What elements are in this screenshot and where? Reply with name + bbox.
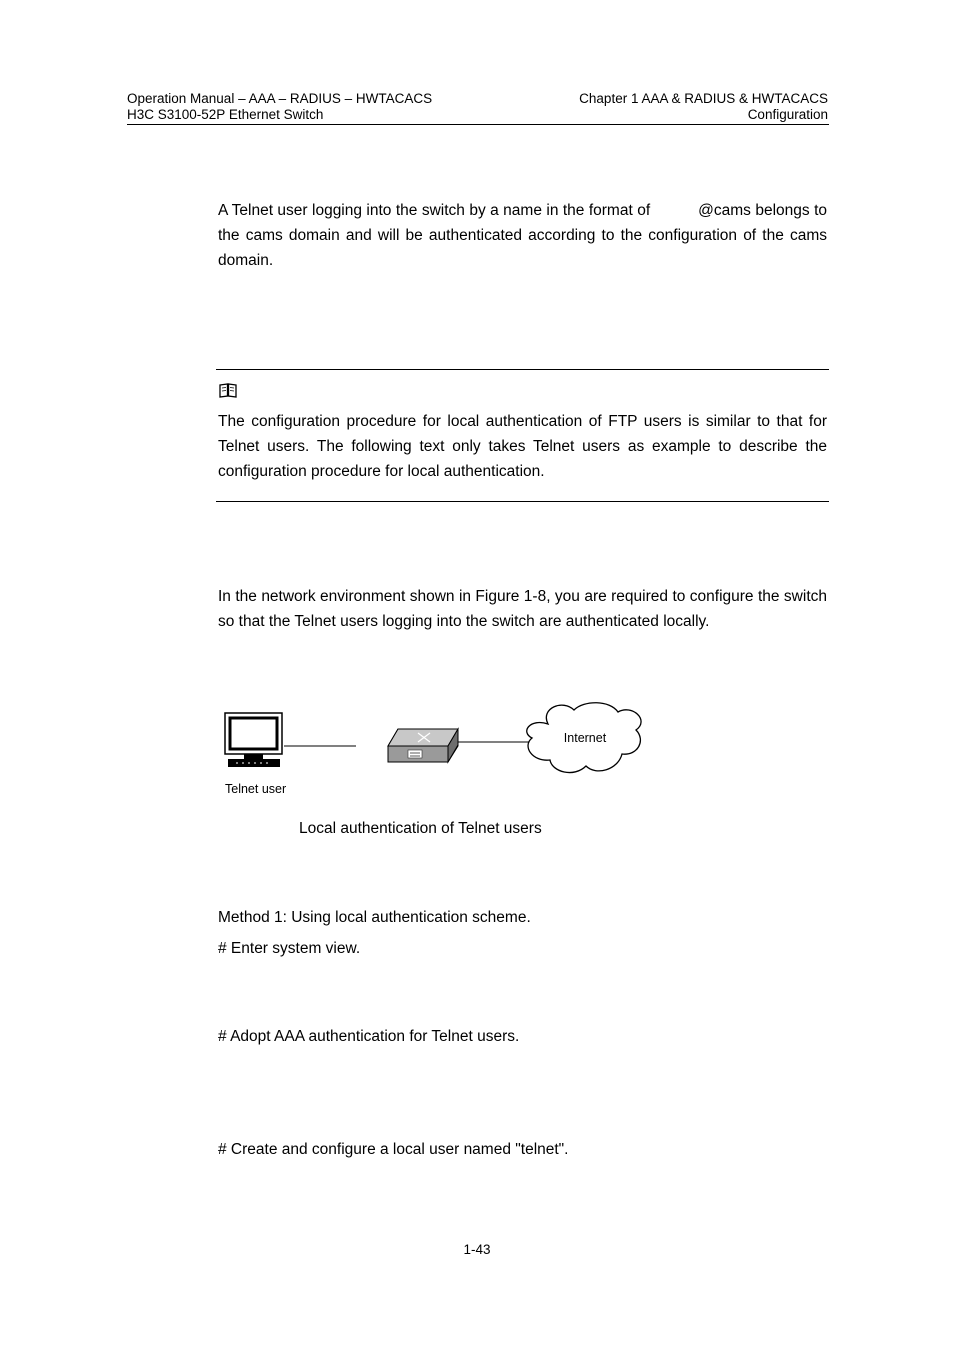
note-bottom-rule [216,501,829,502]
chapter-title: Chapter 1 AAA & RADIUS & HWTACACS [579,91,828,106]
note-text: The configuration procedure for local authentication of FTP users is similar to that for Telnet users. The following text only takes Telnet users as example to describe the configuration procedure for local authentication. [218,413,827,480]
step-adopt-aaa: # Adopt AAA authentication for Telnet users. [218,1028,520,1045]
network-diagram [218,698,648,808]
telnet-user-label: Telnet user [225,782,287,796]
book-icon [219,382,237,398]
running-header-right [579,91,828,123]
manual-title: Operation Manual – AAA – RADIUS – HWTACACS [127,91,433,106]
paragraph-text-before: A Telnet user logging into the switch by a name in the format of [218,202,651,219]
section-name: Configuration [747,107,828,122]
method-heading: Method 1: Using local authentication scheme. [218,909,531,926]
paragraph-domain-description [218,198,827,273]
paragraph-text-after: @cams belongs to the cams domain and will be authenticated according to the configuration of the cams domain. [218,202,827,269]
step-create-local-user: # Create and configure a local user named "telnet". [218,1141,569,1158]
page-number: 1-43 [463,1242,491,1257]
header-rule [127,124,829,125]
step-enter-system-view: # Enter system view. [218,940,361,957]
figure-caption: Local authentication of Telnet users [299,820,542,837]
pc-icon [225,713,282,767]
running-header-left [127,91,432,123]
internet-label: Internet [563,731,607,745]
note-top-rule [216,369,829,370]
product-name: H3C S3100-52P Ethernet Switch [127,107,324,122]
switch-icon [388,729,458,762]
paragraph-network-requirement: In the network environment shown in Figure 1-8, you are required to configure the switch so that the Telnet users logging into the switch are authenticated locally. [218,588,827,630]
